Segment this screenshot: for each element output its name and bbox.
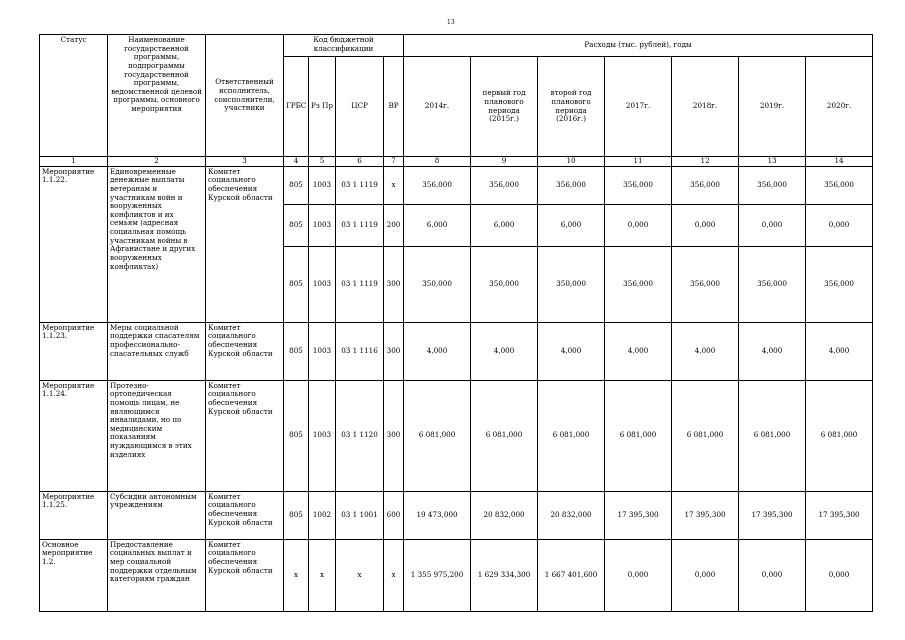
cell-2015: 350,000 — [471, 246, 538, 322]
cell-rzpr: 1002 — [309, 491, 336, 539]
header-expenses: Расходы (тыс. рублей), годы — [404, 35, 873, 57]
header-year-2014: 2014г. — [404, 57, 471, 157]
row-name: Меры социальной поддержки спасателям профессионально-спасательных служб — [108, 322, 206, 380]
cell-csr: 03 1 1120 — [336, 380, 384, 491]
cell-2016: 6 081,000 — [538, 380, 605, 491]
row-status: Основное мероприятие 1.2. — [40, 539, 108, 611]
cell-csr: 03 1 1001 — [336, 491, 384, 539]
column-number: 2 — [108, 157, 206, 167]
cell-grbs: 805 — [284, 246, 309, 322]
header-vr: ВР — [384, 57, 404, 157]
budget-table — [39, 34, 873, 612]
table-row — [40, 491, 873, 539]
cell-vr: 600 — [384, 491, 404, 539]
column-number: 7 — [384, 157, 404, 167]
column-number: 4 — [284, 157, 309, 167]
header-year-2020: 2020г. — [806, 57, 873, 157]
cell-2019: 6 081,000 — [739, 380, 806, 491]
row-status: Мероприятие 1.1.24. — [40, 380, 108, 491]
cell-vr: 300 — [384, 246, 404, 322]
column-number: 12 — [672, 157, 739, 167]
row-responsible: Комитет социального обеспечения Курской области — [206, 491, 284, 539]
cell-2018: 356,000 — [672, 246, 739, 322]
cell-2019: 0,000 — [739, 204, 806, 246]
header-year-2016: второй год планового периода (2016г.) — [538, 57, 605, 157]
row-name: Протезно-ортопедическая помощь лицам, не являющимся инвалидами, но по медицинским показаниям нуждающимся в этих изделиях — [108, 380, 206, 491]
column-number: 1 — [40, 157, 108, 167]
row-responsible: Комитет социального обеспечения Курской области — [206, 166, 284, 322]
header-year-2017: 2017г. — [605, 57, 672, 157]
cell-2018: 356,000 — [672, 166, 739, 204]
column-number: 14 — [806, 157, 873, 167]
cell-2020: 6 081,000 — [806, 380, 873, 491]
cell-2015: 4,000 — [471, 322, 538, 380]
table-row — [40, 166, 873, 204]
cell-2017: 356,000 — [605, 166, 672, 204]
cell-vr: х — [384, 539, 404, 611]
column-number: 3 — [206, 157, 284, 167]
cell-2016: 350,000 — [538, 246, 605, 322]
row-status: Мероприятие 1.1.23. — [40, 322, 108, 380]
cell-2020: 356,000 — [806, 246, 873, 322]
cell-2014: 1 355 975,200 — [404, 539, 471, 611]
cell-vr: 200 — [384, 204, 404, 246]
column-number: 10 — [538, 157, 605, 167]
cell-grbs: 805 — [284, 322, 309, 380]
cell-2018: 6 081,000 — [672, 380, 739, 491]
cell-2017: 17 395,300 — [605, 491, 672, 539]
row-responsible: Комитет социального обеспечения Курской области — [206, 380, 284, 491]
cell-2020: 0,000 — [806, 204, 873, 246]
header-grbs: ГРБС — [284, 57, 309, 157]
header-name: Наименование государственной программы, подпрограммы государственной программы, ведомственной целевой программы, основного мероприятия — [108, 35, 206, 157]
header-responsible: Ответственный исполнитель, соисполнители, участники — [206, 35, 284, 157]
column-number: 9 — [471, 157, 538, 167]
cell-2019: 356,000 — [739, 166, 806, 204]
cell-2020: 4,000 — [806, 322, 873, 380]
cell-2017: 0,000 — [605, 539, 672, 611]
column-number: 13 — [739, 157, 806, 167]
cell-2016: 20 832,000 — [538, 491, 605, 539]
cell-2019: 17 395,300 — [739, 491, 806, 539]
cell-2019: 356,000 — [739, 246, 806, 322]
column-number: 5 — [309, 157, 336, 167]
cell-rzpr: 1003 — [309, 166, 336, 204]
cell-2017: 0,000 — [605, 204, 672, 246]
cell-2015: 20 832,000 — [471, 491, 538, 539]
cell-2014: 356,000 — [404, 166, 471, 204]
cell-csr: 03 1 1119 — [336, 246, 384, 322]
cell-2017: 356,000 — [605, 246, 672, 322]
header-status: Статус — [40, 35, 108, 157]
cell-2015: 1 629 334,300 — [471, 539, 538, 611]
row-status: Мероприятие 1.1.25. — [40, 491, 108, 539]
column-number-row — [40, 157, 873, 167]
table-row — [40, 322, 873, 380]
cell-2020: 17 395,300 — [806, 491, 873, 539]
row-name: Субсидии автономным учреждениям — [108, 491, 206, 539]
column-number: 11 — [605, 157, 672, 167]
table-row — [40, 539, 873, 611]
table-row — [40, 380, 873, 491]
cell-rzpr: 1003 — [309, 380, 336, 491]
cell-rzpr: 1003 — [309, 204, 336, 246]
header-csr: ЦСР — [336, 57, 384, 157]
cell-grbs: 805 — [284, 491, 309, 539]
cell-2017: 4,000 — [605, 322, 672, 380]
cell-2014: 4,000 — [404, 322, 471, 380]
cell-2014: 6 081,000 — [404, 380, 471, 491]
cell-csr: 03 1 1119 — [336, 166, 384, 204]
cell-2015: 356,000 — [471, 166, 538, 204]
cell-2020: 0,000 — [806, 539, 873, 611]
cell-csr: 03 1 1116 — [336, 322, 384, 380]
cell-2014: 19 473,000 — [404, 491, 471, 539]
cell-2016: 6,000 — [538, 204, 605, 246]
page-number: 13 — [447, 19, 455, 26]
row-responsible: Комитет социального обеспечения Курской области — [206, 322, 284, 380]
header-rzpr: Рз Пр — [309, 57, 336, 157]
cell-2016: 356,000 — [538, 166, 605, 204]
cell-2019: 0,000 — [739, 539, 806, 611]
cell-2018: 4,000 — [672, 322, 739, 380]
cell-2015: 6 081,000 — [471, 380, 538, 491]
cell-grbs: х — [284, 539, 309, 611]
cell-grbs: 805 — [284, 166, 309, 204]
cell-grbs: 805 — [284, 380, 309, 491]
cell-2018: 0,000 — [672, 539, 739, 611]
row-name: Единовременные денежные выплаты ветеранам и участникам войн и вооруженных конфликтов и их семьям (адресная социальная помощь участникам войны в Афганистане и других вооруженных конфликтах) — [108, 166, 206, 322]
cell-2015: 6,000 — [471, 204, 538, 246]
header-year-2015: первый год планового периода (2015г.) — [471, 57, 538, 157]
cell-2014: 350,000 — [404, 246, 471, 322]
cell-2020: 356,000 — [806, 166, 873, 204]
cell-rzpr: 1003 — [309, 246, 336, 322]
row-status: Мероприятие 1.1.22. — [40, 166, 108, 322]
cell-2019: 4,000 — [739, 322, 806, 380]
column-number: 6 — [336, 157, 384, 167]
cell-2014: 6,000 — [404, 204, 471, 246]
cell-2016: 4,000 — [538, 322, 605, 380]
cell-2016: 1 667 401,600 — [538, 539, 605, 611]
header-year-2018: 2018г. — [672, 57, 739, 157]
cell-vr: 300 — [384, 322, 404, 380]
cell-rzpr: х — [309, 539, 336, 611]
cell-vr: 300 — [384, 380, 404, 491]
cell-csr: х — [336, 539, 384, 611]
cell-vr: х — [384, 166, 404, 204]
row-name: Предоставление социальных выплат и мер социальной поддержки отдельным категориям граждан — [108, 539, 206, 611]
cell-2017: 6 081,000 — [605, 380, 672, 491]
header-year-2019: 2019г. — [739, 57, 806, 157]
cell-grbs: 805 — [284, 204, 309, 246]
header-budget-code: Код бюджетной классификации — [284, 35, 404, 57]
cell-2018: 0,000 — [672, 204, 739, 246]
column-number: 8 — [404, 157, 471, 167]
cell-rzpr: 1003 — [309, 322, 336, 380]
row-responsible: Комитет социального обеспечения Курской области — [206, 539, 284, 611]
cell-2018: 17 395,300 — [672, 491, 739, 539]
cell-csr: 03 1 1119 — [336, 204, 384, 246]
